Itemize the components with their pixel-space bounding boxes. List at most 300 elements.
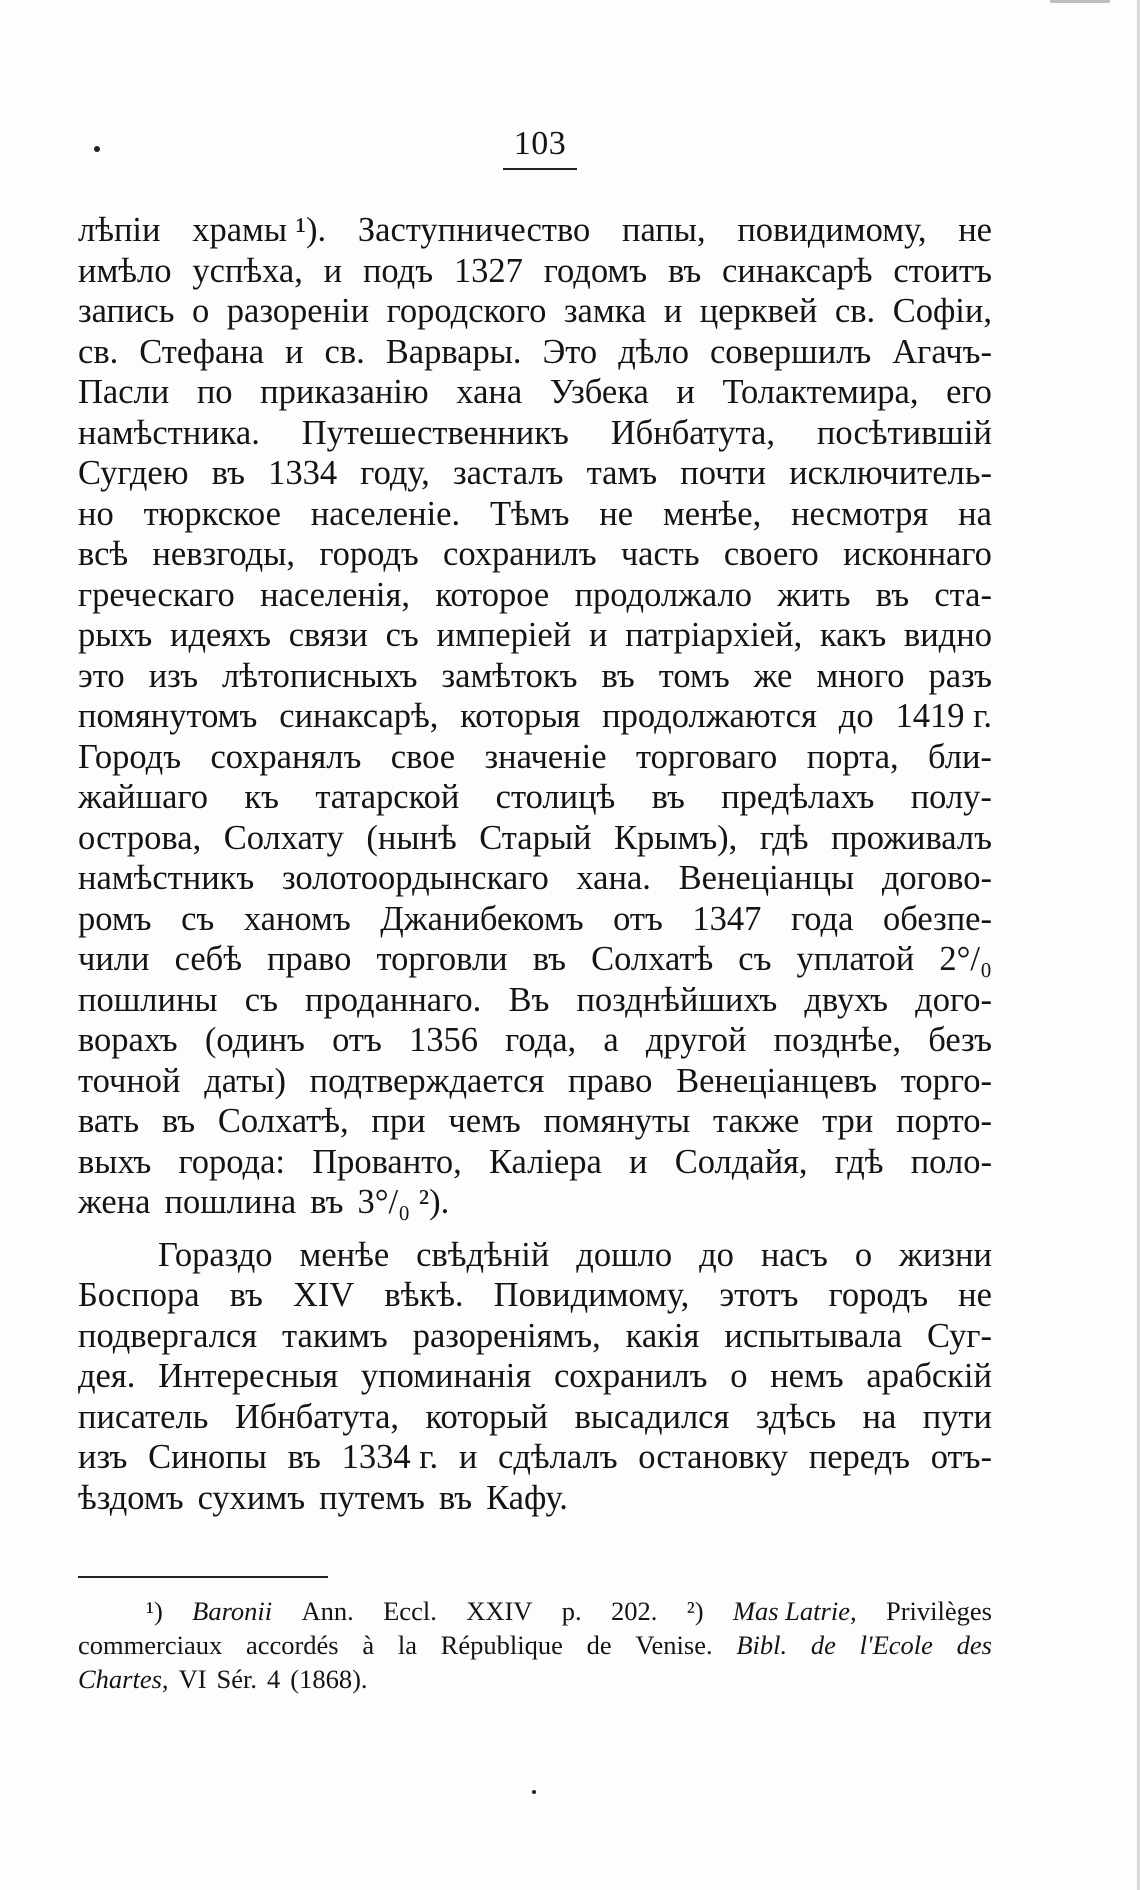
- word: 1334: [268, 454, 338, 492]
- word: къ: [244, 778, 279, 816]
- footnote-word: commerciaux: [78, 1630, 223, 1660]
- text-line: [78, 1316, 992, 1357]
- word: по: [196, 373, 233, 411]
- text-line: [78, 575, 992, 616]
- page-number: 103: [513, 125, 567, 162]
- footnote-word: Eccl.: [383, 1596, 437, 1626]
- word: пошлины: [78, 980, 218, 1019]
- word: на: [862, 1397, 897, 1436]
- word: Путешественникъ: [301, 413, 569, 452]
- text-line: [78, 210, 992, 251]
- word: греческаго: [78, 575, 235, 614]
- word: проживалъ: [831, 818, 992, 857]
- word: Интересныя: [158, 1357, 339, 1395]
- text-line: [78, 372, 992, 413]
- text-line: [78, 1356, 992, 1397]
- word: продолжаются: [602, 697, 817, 735]
- word: догово-: [881, 859, 992, 897]
- text-line: [78, 1478, 992, 1519]
- word: много: [816, 656, 905, 695]
- word: имѣло: [78, 251, 172, 290]
- word: городъ: [319, 535, 419, 573]
- word: Гораздо: [158, 1235, 273, 1274]
- word: но: [78, 494, 114, 533]
- text-line: [78, 1437, 992, 1478]
- word: свое: [390, 737, 456, 776]
- word: и: [458, 1438, 478, 1476]
- word: значеніе: [484, 737, 607, 776]
- word: выхъ: [78, 1142, 152, 1181]
- word: и: [629, 1142, 648, 1181]
- word: городского: [386, 292, 547, 330]
- word: до: [838, 697, 874, 735]
- word: Повидимому,: [493, 1276, 690, 1314]
- word: Солхату: [223, 818, 344, 857]
- word: этотъ: [719, 1276, 799, 1314]
- word: Въ: [508, 980, 550, 1019]
- text-line: [78, 1101, 992, 1142]
- text-line: [78, 1182, 992, 1223]
- word: въ: [667, 251, 702, 290]
- word: отъ: [613, 899, 663, 938]
- word: себѣ: [174, 940, 242, 978]
- word: дѣло: [618, 332, 689, 371]
- word: въ: [532, 940, 567, 978]
- word: торговли: [376, 940, 508, 978]
- word: годомъ: [543, 251, 648, 290]
- word: и: [323, 251, 343, 290]
- word: изъ: [78, 1438, 128, 1476]
- word: Джанибекомъ: [380, 899, 584, 938]
- word: подъ: [362, 251, 434, 290]
- word: Варвары.: [385, 332, 522, 371]
- word: лѣпіи: [78, 211, 161, 249]
- word: бли-: [928, 737, 992, 776]
- word: не: [958, 1276, 992, 1314]
- word: вѣкѣ.: [384, 1276, 464, 1314]
- text-line: [78, 1275, 992, 1316]
- footnote-word: la: [397, 1630, 417, 1660]
- word: лѣтописныхъ: [222, 656, 418, 695]
- word: разореніи: [226, 292, 370, 330]
- word: ханомъ: [243, 899, 351, 938]
- word: Старый: [479, 818, 592, 857]
- text-line: [78, 1061, 992, 1102]
- word: Тѣмъ: [489, 494, 570, 533]
- word: св.: [324, 332, 365, 371]
- word: всѣ: [78, 535, 129, 573]
- word: помянуты: [543, 1102, 691, 1140]
- footnote-word: de: [586, 1630, 612, 1660]
- text-line: [78, 899, 992, 940]
- footnote-word: p.: [561, 1596, 582, 1626]
- word: на: [958, 494, 992, 533]
- word: подтверждается: [309, 1061, 545, 1100]
- word: здѣсь: [755, 1397, 837, 1436]
- word: въ: [229, 1276, 263, 1314]
- word: въ: [438, 1478, 473, 1517]
- word: путемъ: [319, 1478, 425, 1517]
- text-line: [78, 291, 992, 332]
- word: обезпе-: [883, 899, 992, 938]
- word: не: [958, 211, 992, 249]
- word: стоитъ: [893, 251, 992, 290]
- word: сдѣлалъ: [498, 1438, 618, 1476]
- word: ворахъ: [78, 1021, 178, 1059]
- word: и: [676, 373, 695, 411]
- word: Синопы: [148, 1438, 267, 1476]
- footnote-line: [78, 1628, 992, 1662]
- footnote-italic-word: Baronii: [192, 1596, 273, 1626]
- page-edge-mark: [1050, 0, 1110, 3]
- footnotes: [78, 1594, 992, 1696]
- word: вать: [78, 1102, 140, 1140]
- text-line: [78, 494, 992, 535]
- footnote-italic-word: des: [956, 1630, 992, 1660]
- word: уплатой: [796, 940, 915, 978]
- word: Ибнбатута,: [234, 1397, 400, 1436]
- word: изъ: [148, 656, 199, 695]
- word: и: [588, 616, 608, 654]
- text-line: [78, 656, 992, 697]
- footnote-word: VI: [178, 1664, 207, 1694]
- word: менѣе,: [662, 494, 762, 533]
- word: несмотря: [791, 494, 929, 533]
- footnote-word: 4: [267, 1664, 281, 1694]
- word: другой: [645, 1021, 747, 1059]
- word: Агачъ-: [892, 332, 992, 371]
- word: 1334 г.: [341, 1438, 439, 1476]
- footnote-italic-word: Chartes,: [78, 1664, 169, 1694]
- footnote-word: 202.: [611, 1596, 658, 1626]
- word: замка: [563, 292, 647, 330]
- word: пути: [922, 1397, 992, 1436]
- footnote-word: Sér.: [216, 1664, 258, 1694]
- word: Венеціанцы: [678, 859, 855, 897]
- word: такимъ: [282, 1316, 388, 1355]
- word: проданнаго.: [305, 980, 482, 1019]
- word: 1347: [692, 899, 762, 938]
- word: Ибнбатута,: [610, 413, 775, 452]
- word: исконнаго: [843, 535, 992, 573]
- word: которое: [435, 575, 550, 614]
- text-line: [78, 615, 992, 656]
- word: съ: [385, 616, 419, 654]
- word: Пасли: [78, 373, 170, 411]
- text-line: [78, 858, 992, 899]
- word: о: [854, 1235, 873, 1274]
- word: упоминанія: [360, 1357, 532, 1395]
- word: церквей: [699, 292, 818, 330]
- word: отъ: [332, 1021, 382, 1059]
- word: дого-: [915, 980, 992, 1019]
- word: жена: [78, 1183, 151, 1221]
- word: приказанію: [260, 373, 429, 411]
- word: менѣе: [299, 1235, 390, 1274]
- word: хана: [456, 373, 523, 411]
- word: Заступничество: [357, 211, 591, 249]
- word: сохранилъ: [553, 1357, 708, 1395]
- footnote-italic-word: l'Ecole: [859, 1630, 933, 1660]
- word: Крымъ),: [614, 818, 738, 857]
- word: жизни: [899, 1235, 992, 1274]
- word: году,: [360, 454, 430, 492]
- word: арабскій: [866, 1357, 992, 1395]
- text-line: [78, 980, 992, 1021]
- word: имперіей: [436, 616, 572, 654]
- word: позднѣе,: [773, 1021, 902, 1059]
- word: жить: [777, 575, 851, 614]
- text-line: [78, 1020, 992, 1061]
- word: Солхатѣ,: [217, 1102, 349, 1140]
- word: татарской: [315, 778, 460, 816]
- word: населенія,: [260, 575, 411, 614]
- footnote-italic-word: Bibl.: [736, 1630, 788, 1660]
- word: столицѣ: [495, 778, 616, 816]
- word: даты): [204, 1061, 286, 1100]
- footnote-italic-word: Mas Latrie,: [732, 1596, 857, 1626]
- word: также: [713, 1102, 800, 1140]
- word: совершилъ: [709, 332, 872, 371]
- word: разореніямъ,: [412, 1316, 601, 1355]
- word: гдѣ: [759, 818, 809, 857]
- text-line: [78, 696, 992, 737]
- word: отъ-: [930, 1438, 992, 1476]
- text-line: [78, 453, 992, 494]
- word: 1356: [408, 1021, 478, 1059]
- footnote-word: Ann.: [301, 1596, 354, 1626]
- word: 1327: [453, 251, 523, 290]
- word: остановку: [638, 1438, 789, 1476]
- word: (нынѣ: [366, 818, 457, 857]
- word: Стефана: [139, 332, 265, 371]
- footnote-line: [78, 1662, 992, 1696]
- text-line: [78, 737, 992, 778]
- word: Прованто,: [312, 1142, 462, 1181]
- word: пошлина: [164, 1183, 297, 1221]
- word: запись: [78, 292, 175, 330]
- word: 2°/₀: [939, 940, 992, 978]
- word: какія: [625, 1316, 700, 1355]
- word: Солхатѣ: [591, 940, 714, 978]
- word: населеніе.: [310, 494, 461, 533]
- word: это: [78, 656, 125, 695]
- word: Сугдею: [78, 454, 189, 492]
- footnote-word: (1868).: [290, 1664, 368, 1694]
- word: рыхъ: [78, 616, 153, 654]
- word: въ: [601, 656, 635, 695]
- word: дея.: [78, 1357, 136, 1395]
- word: 3°/₀ ²).: [357, 1183, 450, 1221]
- word: въ: [875, 575, 910, 614]
- body-text: [78, 210, 992, 1518]
- word: Толактемира,: [722, 373, 919, 411]
- word: хана.: [576, 859, 651, 897]
- word: чили: [78, 940, 150, 978]
- word: дошло: [576, 1235, 673, 1274]
- word: подвергался: [78, 1316, 258, 1355]
- word: торго-: [900, 1061, 992, 1100]
- word: гдѣ: [834, 1142, 884, 1181]
- word: насъ: [760, 1235, 828, 1274]
- word: которыя: [460, 697, 581, 735]
- word: помянутомъ: [78, 697, 258, 735]
- word: право: [568, 1061, 653, 1100]
- text-line: [78, 534, 992, 575]
- word: золотоордынскаго: [281, 859, 549, 897]
- word: передъ: [808, 1438, 911, 1476]
- word: храмы ¹).: [192, 211, 327, 249]
- word: связи: [288, 616, 368, 654]
- word: папы,: [621, 211, 706, 249]
- word: Это: [542, 332, 598, 371]
- footnote-word: ¹): [146, 1596, 163, 1626]
- word: сохранилъ: [443, 535, 597, 573]
- text-line: [78, 939, 992, 980]
- word: порта,: [806, 737, 899, 776]
- word: города:: [178, 1142, 285, 1181]
- word: о: [192, 292, 210, 330]
- word: 1419 г.: [895, 697, 992, 735]
- word: безъ: [928, 1021, 992, 1059]
- word: съ: [738, 940, 772, 978]
- word: ромъ: [78, 899, 152, 938]
- word: Софіи,: [892, 292, 992, 330]
- word: повидимому,: [737, 211, 927, 249]
- word: намѣстника.: [78, 413, 260, 452]
- word: ѣздомъ: [78, 1478, 184, 1517]
- word: городъ: [828, 1276, 929, 1314]
- word: позднѣйшихъ: [576, 980, 778, 1019]
- word: патріархіей,: [625, 616, 803, 654]
- word: засталъ: [452, 454, 564, 492]
- word: тамъ: [586, 454, 658, 492]
- word: видно: [903, 616, 992, 654]
- word: Солдайя,: [674, 1142, 808, 1181]
- word: точной: [78, 1061, 181, 1100]
- word: а: [603, 1021, 619, 1059]
- word: жайшаго: [78, 778, 209, 816]
- word: года: [791, 899, 854, 938]
- word: его: [946, 373, 992, 411]
- word: (одинъ: [204, 1021, 305, 1059]
- word: тюркское: [143, 494, 281, 533]
- text-line: [78, 818, 992, 859]
- footnote-separator: [78, 1576, 328, 1578]
- text-line: [78, 1235, 992, 1276]
- word: сохранялъ: [210, 737, 362, 776]
- word: разъ: [928, 656, 992, 695]
- word: и: [285, 332, 304, 371]
- word: и: [663, 292, 683, 330]
- word: сухимъ: [197, 1478, 306, 1517]
- word: предѣлахъ: [721, 778, 875, 816]
- footnote-word: XXIV: [466, 1596, 533, 1626]
- word: Венеціанцевъ: [676, 1061, 878, 1100]
- word: замѣтокъ: [441, 656, 578, 695]
- word: исключитель-: [789, 454, 992, 492]
- word: въ: [211, 454, 245, 492]
- word: Суг-: [926, 1316, 992, 1355]
- word: почти: [680, 454, 766, 492]
- stray-dot-mark-bottom: [532, 1790, 536, 1794]
- word: какъ: [820, 616, 887, 654]
- word: двухъ: [804, 980, 889, 1019]
- word: Боспора: [78, 1276, 200, 1314]
- word: въ: [161, 1102, 196, 1140]
- word: съ: [181, 899, 215, 938]
- footnote-word: République: [440, 1630, 563, 1660]
- word: при: [371, 1102, 426, 1140]
- word: острова,: [78, 818, 202, 857]
- footnote-word: à: [362, 1630, 375, 1660]
- footnote-word: Venise.: [635, 1630, 713, 1660]
- word: свѣдѣній: [416, 1235, 550, 1274]
- word: св.: [78, 332, 119, 371]
- text-line: [78, 1397, 992, 1438]
- word: чемъ: [448, 1102, 521, 1140]
- word: до: [699, 1235, 734, 1274]
- word: который: [425, 1397, 549, 1436]
- word: томъ: [658, 656, 730, 695]
- word: испытывала: [724, 1316, 903, 1355]
- word: съ: [244, 980, 278, 1019]
- word: идеяхъ: [169, 616, 271, 654]
- word: о: [730, 1357, 748, 1395]
- word: св.: [834, 292, 876, 330]
- footnote-line: [78, 1594, 992, 1628]
- word: три: [822, 1102, 874, 1140]
- footnote-italic-word: de: [810, 1630, 836, 1660]
- word: ста-: [934, 575, 992, 614]
- word: посѣтившій: [816, 413, 992, 452]
- footnote-word: Privilèges: [885, 1596, 992, 1626]
- word: года,: [505, 1021, 577, 1059]
- word: Узбека: [549, 373, 649, 411]
- word: Городъ: [78, 737, 182, 776]
- page-number-underline: [503, 168, 577, 170]
- text-line: [78, 777, 992, 818]
- text-line: [78, 1142, 992, 1183]
- text-line: [78, 332, 992, 373]
- word: немъ: [770, 1357, 844, 1395]
- word: невзгоды,: [152, 535, 296, 573]
- word: не: [599, 494, 634, 533]
- word: въ: [287, 1438, 321, 1476]
- word: синаксарѣ,: [279, 697, 439, 735]
- word: торговаго: [635, 737, 778, 776]
- text-line: [78, 251, 992, 292]
- word: синаксарѣ: [722, 251, 873, 290]
- word: полу-: [910, 778, 992, 816]
- word: право: [267, 940, 352, 978]
- word: продолжало: [574, 575, 753, 614]
- word: Кафу.: [486, 1478, 568, 1517]
- word: въ: [310, 1183, 344, 1221]
- word: высадился: [574, 1397, 730, 1436]
- word: же: [753, 656, 793, 695]
- stray-dot-mark: [94, 146, 100, 152]
- footnote-word: ²): [686, 1596, 704, 1626]
- word: Каліера: [488, 1142, 602, 1181]
- text-line: [78, 413, 992, 454]
- word: XIV: [292, 1276, 355, 1314]
- word: намѣстникъ: [78, 859, 255, 897]
- word: порто-: [896, 1102, 992, 1140]
- word: писатель: [78, 1397, 209, 1436]
- paragraph-gap: [78, 1223, 992, 1235]
- word: своего: [723, 535, 819, 573]
